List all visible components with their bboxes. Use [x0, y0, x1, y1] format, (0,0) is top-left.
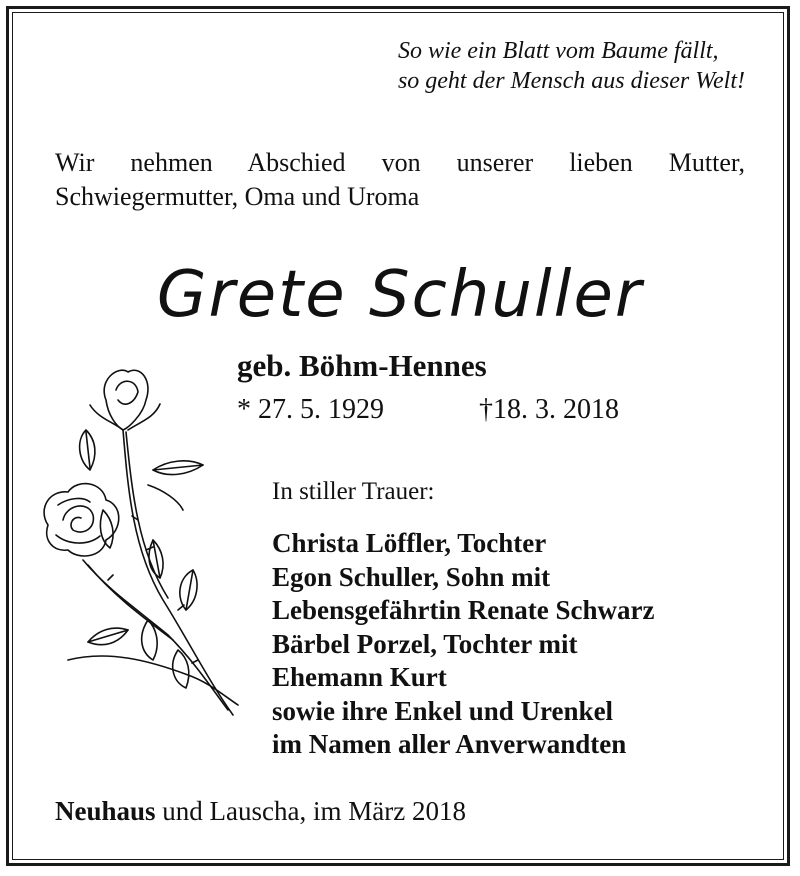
- mourner-line: Christa Löffler, Tochter: [272, 528, 547, 558]
- motto-line-1: So wie ein Blatt vom Baume fällt,: [397, 38, 719, 64]
- mourner-line: Egon Schuller, Sohn mit: [272, 561, 551, 592]
- mourner-line: im Namen aller Anverwandten: [272, 729, 627, 759]
- mourning-heading: In stiller Trauer:: [272, 478, 435, 505]
- place-date-rest: und Lauscha, im März 2018: [155, 796, 466, 826]
- mourner-line: Bärbel Porzel, Tochter mit: [272, 628, 578, 659]
- motto: [398, 36, 745, 96]
- rose-drawing-icon: [28, 360, 248, 730]
- life-dates: [237, 394, 619, 426]
- intro-text: [55, 146, 745, 214]
- birth-name: geb. Böhm-Hennes: [237, 348, 487, 383]
- mourner-line: sowie ihre Enkel und Urenkel: [272, 695, 614, 726]
- death-date: †18. 3. 2018: [479, 394, 619, 425]
- place-date-line: [55, 796, 466, 827]
- mourner-line: Ehemann Kurt: [272, 662, 447, 692]
- mourners-list: [272, 527, 654, 762]
- birth-date: * 27. 5. 1929: [237, 394, 384, 425]
- place-name: Neuhaus: [55, 796, 156, 826]
- deceased-name: Grete Schuller: [156, 258, 644, 332]
- mourner-line: Lebensgefährtin Renate Schwarz: [272, 595, 655, 625]
- intro-line-1: Wir nehmen Abschied von unserer lieben Mutter,: [55, 148, 745, 177]
- motto-line-2: so geht der Mensch aus dieser Welt!: [397, 68, 745, 94]
- intro-line-2: Schwiegermutter, Oma und Uroma: [55, 182, 420, 211]
